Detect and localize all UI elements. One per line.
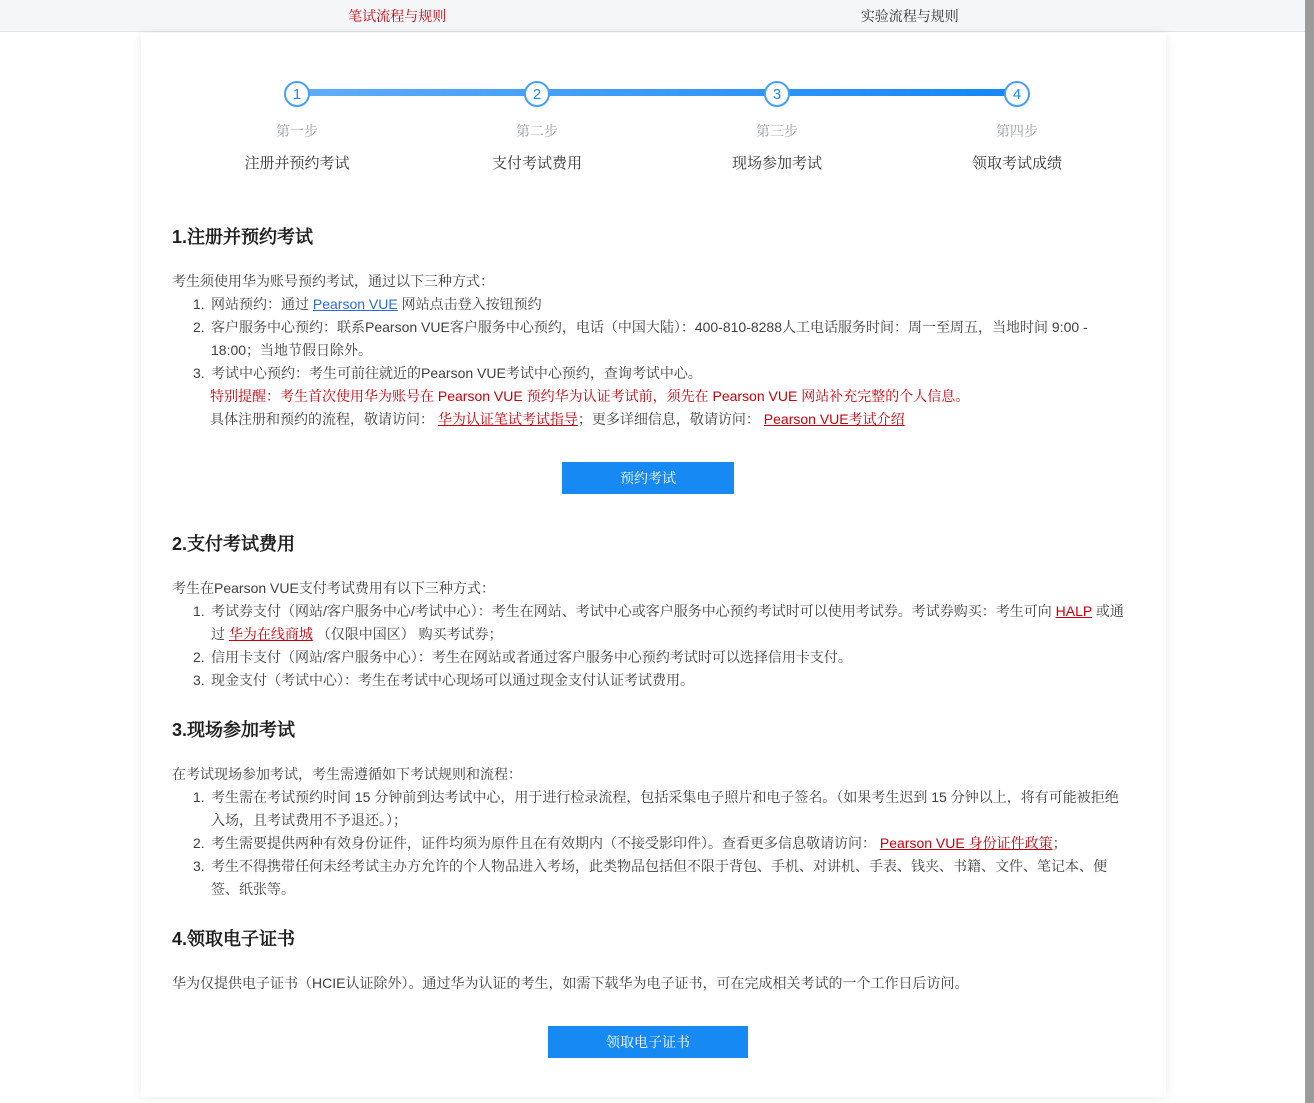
- tab-bar-inner: [141, 0, 1166, 31]
- list-item-text: [211, 855, 1124, 901]
- step-3-title: 现场参加考试: [731, 155, 822, 172]
- written-exam-guide-link[interactable]: 华为认证笔试考试指导: [437, 411, 578, 427]
- list-item-number: 1.: [193, 789, 205, 805]
- list-item-number: 2.: [193, 835, 205, 851]
- list-item: [193, 316, 1124, 362]
- step-2-label: 第二步: [516, 123, 558, 139]
- step-2: [417, 81, 657, 173]
- text-segment: 考试中心预约：考生可前往就近的Pearson VUE考试中心预约，查询考试中心。: [211, 365, 702, 381]
- list-item-number: 3.: [193, 365, 205, 381]
- text-segment: 考生不得携带任何未经考试主办方允许的个人物品进入考场，此类物品包括但不限于背包、手机、对讲机、手表、钱夹、书籍、文件、笔记本、便签、纸张等。: [211, 858, 1107, 897]
- list-item: [193, 786, 1124, 832]
- list-item-number: 2.: [193, 319, 205, 335]
- tab-written-exam-process[interactable]: 笔试流程与规则: [348, 7, 447, 24]
- section-3-intro: 在考试现场参加考试，考生需遵循如下考试规则和流程：: [172, 766, 522, 782]
- list-item-number: 2.: [193, 649, 205, 665]
- vertical-scrollbar[interactable]: [1305, 0, 1314, 1103]
- list-item-number: 3.: [193, 858, 205, 874]
- section-4-heading: 4.领取电子证书: [172, 929, 296, 949]
- list-item-text: [211, 832, 1124, 855]
- process-stepper: [141, 33, 1166, 173]
- text-segment: 考试券支付（网站/客户服务中心/考试中心）：考生在网站、考试中心或客户服务中心预约考试时可以使用考试券。考试券购买：考生可向: [211, 603, 1056, 619]
- list-item: [193, 669, 1124, 692]
- section-4-intro: 华为仅提供电子证书（HCIE认证除外）。通过华为认证的考生，如需下载华为电子证书，可在完成相关考试的一个工作日后访问。: [172, 975, 969, 991]
- list-item-text: [211, 293, 1124, 316]
- text-segment: （仅限中国区） 购买考试券；: [312, 626, 503, 642]
- list-item: [193, 600, 1124, 646]
- section-pay-exam-fee: [172, 532, 1124, 692]
- text-segment: 考生需要提供两种有效身份证件，证件均须为原件且在有效期内（不接受影印件）。查看更多信息敬请访问：: [211, 835, 880, 851]
- text-segment: ；更多详细信息，敬请访问：: [577, 411, 764, 427]
- text-segment: 客户服务中心预约：联系Pearson VUE客户服务中心预约，电话（中国大陆）：400-810-8288人工电话服务时间：周一至周五，当地时间 9:00 - 18:00；当地节假日除外。: [211, 319, 1088, 358]
- step-1-circle: 1: [284, 81, 310, 107]
- id-policy-link[interactable]: Pearson VUE 身份证件政策: [879, 835, 1053, 851]
- list-item-text: [211, 600, 1124, 646]
- tab-lab-exam-process[interactable]: 实验流程与规则: [860, 7, 959, 24]
- section-2-intro: 考生在Pearson VUE支付考试费用有以下三种方式：: [172, 580, 495, 596]
- step-4-title: 领取考试成绩: [971, 155, 1062, 172]
- list-item-number: 3.: [193, 672, 205, 688]
- text-segment: 网站点击登入按钮预约: [397, 296, 542, 312]
- halp-link[interactable]: HALP: [1055, 603, 1092, 619]
- list-item-text: [211, 362, 1124, 385]
- list-item: [193, 293, 1124, 316]
- registration-guide-text: [210, 408, 1124, 431]
- step-2-circle: 2: [524, 81, 550, 107]
- list-item-number: 1.: [193, 603, 205, 619]
- text-segment: 现金支付（考试中心）：考生在考试中心现场可以通过现金支付认证考试费用。: [211, 672, 694, 688]
- text-segment: 或通过: [211, 603, 1124, 642]
- huawei-online-store-link[interactable]: 华为在线商城: [228, 626, 313, 642]
- section-1-intro: 考生须使用华为账号预约考试，通过以下三种方式：: [172, 273, 494, 289]
- text-segment: 特别提醒：考生首次使用华为账号在 Pearson VUE 预约华为认证考试前，须先在 Pearson VUE 网站补充完整的个人信息。: [210, 388, 970, 404]
- get-certificate-button[interactable]: 领取电子证书: [548, 1026, 748, 1058]
- list-item: [193, 832, 1124, 855]
- step-1: [177, 81, 417, 173]
- pearson-vue-intro-link[interactable]: Pearson VUE考试介绍: [763, 411, 905, 427]
- text-segment: 网站预约：通过: [211, 296, 313, 312]
- step-1-title: 注册并预约考试: [244, 155, 350, 172]
- section-get-certificate: [172, 927, 1124, 1058]
- list-item: [193, 362, 1124, 385]
- step-2-title: 支付考试费用: [491, 155, 582, 172]
- step-4-circle: 4: [1004, 81, 1030, 107]
- special-reminder-text: [210, 385, 1124, 408]
- list-item-number: 1.: [193, 296, 205, 312]
- section-attend-exam: [172, 718, 1124, 901]
- list-item: [193, 855, 1124, 901]
- list-item-text: [211, 646, 1124, 669]
- main-content-card: [141, 33, 1166, 1097]
- section-2-heading: 2.支付考试费用: [172, 534, 296, 554]
- list-item: [193, 646, 1124, 669]
- step-1-label: 第一步: [276, 123, 318, 139]
- text-segment: ；: [1052, 835, 1067, 851]
- list-item-text: [211, 786, 1124, 832]
- pearson-vue-link[interactable]: Pearson VUE: [312, 296, 398, 312]
- text-segment: 信用卡支付（网站/客户服务中心）：考生在网站或者通过客户服务中心预约考试时可以选择信用卡支付。: [211, 649, 852, 665]
- section-1-heading: 1.注册并预约考试: [172, 227, 314, 247]
- text-segment: 考生需在考试预约时间 15 分钟前到达考试中心，用于进行检录流程，包括采集电子照片和电子签名。（如果考生迟到 15 分钟以上，将有可能被拒绝入场，且考试费用不予退还。）；: [211, 789, 1119, 828]
- text-segment: 具体注册和预约的流程，敬请访问：: [210, 411, 438, 427]
- section-register-and-book: [172, 225, 1124, 494]
- list-item-text: [211, 316, 1124, 362]
- list-item-text: [211, 669, 1124, 692]
- book-exam-button[interactable]: 预约考试: [562, 462, 734, 494]
- step-3-circle: 3: [764, 81, 790, 107]
- top-tab-bar: [0, 0, 1305, 32]
- step-4: [897, 81, 1137, 173]
- step-3: [657, 81, 897, 173]
- step-3-label: 第三步: [756, 123, 798, 139]
- step-4-label: 第四步: [996, 123, 1038, 139]
- section-3-heading: 3.现场参加考试: [172, 720, 296, 740]
